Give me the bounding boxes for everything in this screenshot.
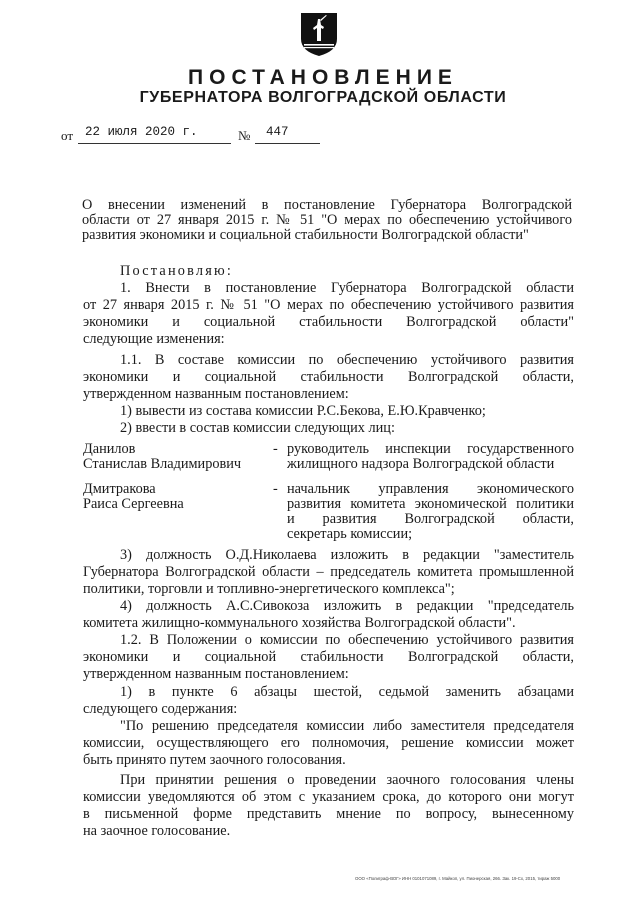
para-line: утвержденном названным постановлением:: [83, 666, 349, 682]
number-prefix: №: [238, 128, 251, 143]
para-line: политики, торговли и топливно-энергетического комплекса";: [83, 581, 455, 597]
para-line: в письменной форме представить мнение по вопросу, вынесенному: [83, 806, 574, 822]
para-line: комиссии уведомляются об этом с указанием срока, до которого они могут: [83, 789, 574, 805]
para-line: на заочное голосование.: [83, 823, 231, 839]
member-position-line: начальник управления экономического: [287, 481, 574, 497]
number-underline: [255, 143, 320, 144]
para-line: от 27 января 2015 г. № 51 "О мерах по обеспечению устойчивого развития: [83, 297, 574, 313]
para-line: При принятии решения о проведении заочного голосования члены: [120, 772, 574, 788]
member-dash: -: [273, 481, 278, 497]
para-line: следующего содержания:: [83, 701, 238, 717]
member-name: Раиса Сергеевна: [83, 496, 184, 512]
para-line: комиссии, осуществляющего его полномочия, решение комиссии может: [83, 735, 574, 751]
member-position-line: секретарь комиссии;: [287, 526, 413, 542]
para-line: 1) вывести из состава комиссии Р.С.Бекова, Е.Ю.Кравченко;: [120, 403, 486, 419]
para-line: комитета жилищно-коммунального хозяйства Волгоградской области".: [83, 615, 516, 631]
document-type-title: ПОСТАНОВЛЕНИЕ: [188, 66, 458, 89]
heading-line: О внесении изменений в постановление Губернатора Волгоградской: [82, 197, 572, 213]
para-line: 2) ввести в состав комиссии следующих лиц:: [120, 420, 395, 436]
para-line: экономики и социальной стабильности Волгоградской области,: [83, 649, 574, 665]
member-position-line: руководитель инспекции государственного: [287, 441, 574, 457]
member-position-line: и развития Волгоградской области,: [287, 511, 574, 527]
para-line: следующие изменения:: [83, 331, 225, 347]
date-underline: [78, 143, 231, 144]
decree-word: Постановляю:: [120, 263, 234, 279]
para-line: быть принято путем заочного голосования.: [83, 752, 346, 768]
printer-imprint: ООО «Полиграф-ВОГ» ИНН 0101071089, г. Майкоп, ул. Пионерская, 266. Зак. 19-Сх, 2015, тираж 5000: [355, 876, 561, 881]
issuer-title: ГУБЕРНАТОРА ВОЛГОГРАДСКОЙ ОБЛАСТИ: [139, 89, 507, 106]
member-surname: Данилов: [83, 441, 136, 457]
heading-line: развития экономики и социальной стабильности Волгоградской области": [82, 227, 529, 243]
para-line: утвержденном названным постановлением:: [83, 386, 349, 402]
para-line: экономики и социальной стабильности Волгоградской области,: [83, 369, 574, 385]
member-position-line: жилищного надзора Волгоградской области: [287, 456, 555, 472]
para-line: "По решению председателя комиссии либо заместителя председателя: [120, 718, 574, 734]
para-line: 1) в пункте 6 абзацы шестой, седьмой заменить абзацами: [120, 684, 574, 700]
document-date: 22 июля 2020 г.: [85, 125, 198, 139]
para-line: 4) должность А.С.Сивокоза изложить в редакции "председатель: [120, 598, 574, 614]
para-line: 1. Внести в постановление Губернатора Волгоградской области: [120, 280, 574, 296]
para-line: 1.1. В составе комиссии по обеспечению устойчивого развития: [120, 352, 574, 368]
document-number: 447: [266, 125, 289, 139]
member-name: Станислав Владимирович: [83, 456, 242, 472]
member-position-line: развития комитета экономической политики: [287, 496, 574, 512]
date-prefix: от: [61, 128, 74, 143]
coat-of-arms-icon: [299, 11, 339, 57]
heading-line: области от 27 января 2015 г. № 51 "О мерах по обеспечению устойчивого: [82, 212, 572, 228]
para-line: Губернатора Волгоградской области – председатель комитета промышленной: [83, 564, 574, 580]
para-line: экономики и социальной стабильности Волгоградской области": [83, 314, 574, 330]
para-line: 1.2. В Положении о комиссии по обеспечению устойчивого развития: [120, 632, 574, 648]
member-dash: -: [273, 441, 278, 457]
member-surname: Дмитракова: [83, 481, 156, 497]
para-line: 3) должность О.Д.Николаева изложить в редакции "заместитель: [120, 547, 574, 563]
